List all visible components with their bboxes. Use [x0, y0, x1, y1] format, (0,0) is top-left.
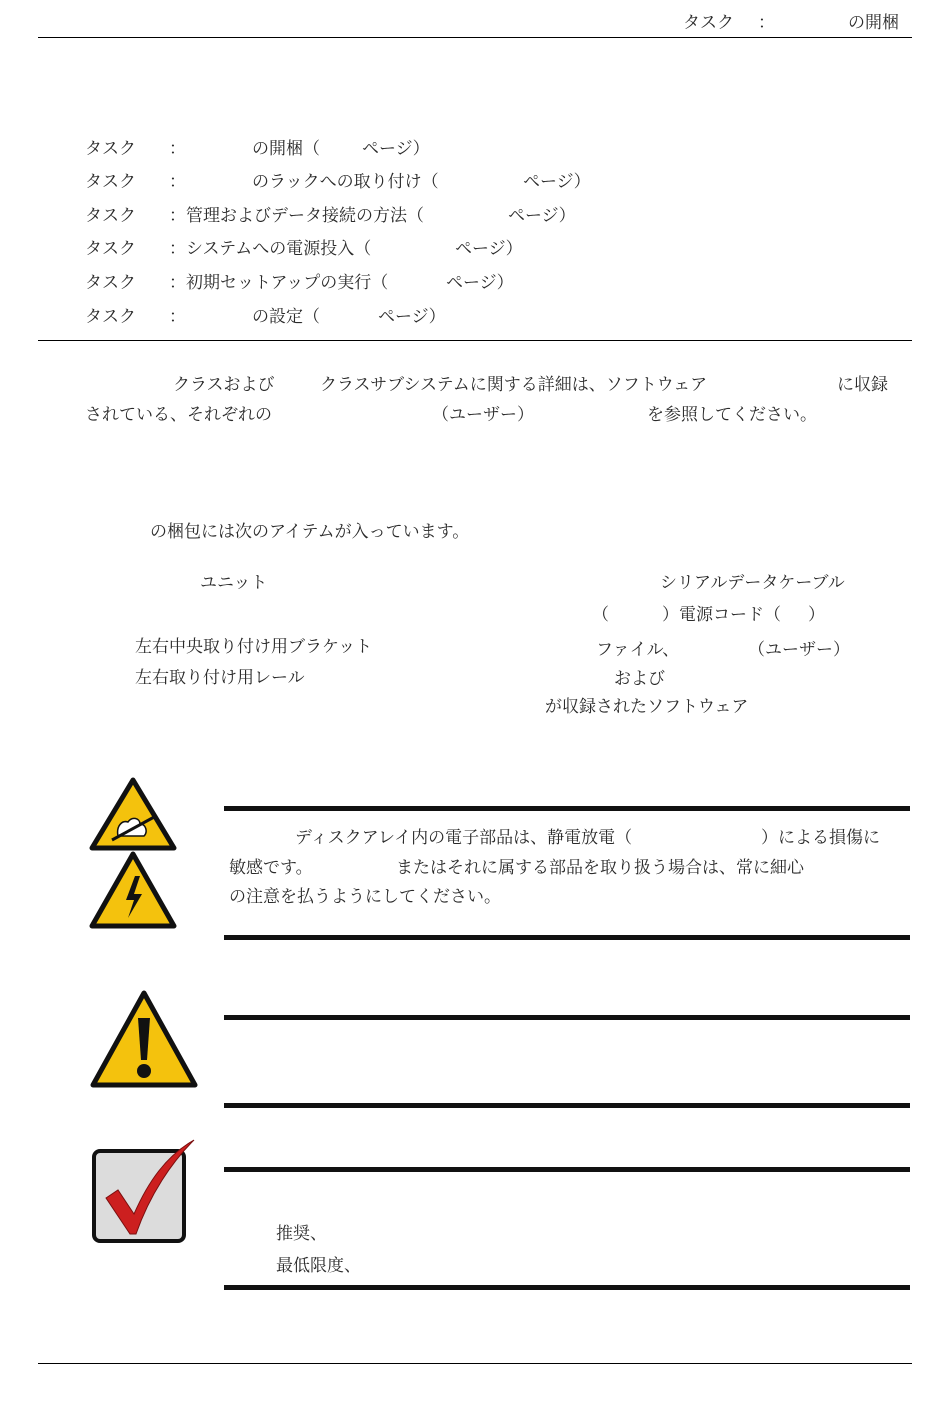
warning-esd-top-rule — [224, 806, 910, 811]
intro-line1-a: クラスおよび — [173, 375, 275, 395]
header-rule — [38, 37, 912, 38]
caution-icon — [88, 988, 200, 1090]
package-item-file-b: （ユーザー） — [748, 640, 850, 660]
toc-task-label: タスク — [85, 273, 136, 293]
warning-esd-line2-b: またはそれに属する部品を取り扱う場合は、常に細心 — [396, 858, 804, 878]
toc-page: ページ） — [446, 273, 514, 293]
toc-page: ページ） — [362, 139, 430, 159]
toc-sep: ： — [169, 307, 186, 327]
warning-esd-line2-a: 敏感です。 — [229, 858, 313, 878]
toc-task-label: タスク — [85, 206, 136, 226]
toc-task-label: タスク — [85, 239, 136, 259]
toc-page: ページ） — [455, 239, 523, 259]
note-top-rule — [224, 1167, 910, 1172]
intro-line1-b: クラスサブシステムに関する詳細は、ソフトウェア — [320, 375, 708, 395]
toc-page: ページ） — [508, 206, 576, 226]
footer-rule — [38, 1363, 912, 1364]
toc-page: ページ） — [523, 172, 591, 192]
package-item-and: および — [614, 669, 665, 689]
header-task: タスク — [683, 13, 734, 33]
toc-task-label: タスク — [85, 172, 136, 192]
toc-sep: ：管理およびデータ接続の方法（ — [169, 206, 424, 226]
package-item-power-a: （ — [592, 605, 609, 625]
toc-task-label: タスク — [85, 307, 136, 327]
package-item-power-c: ） — [808, 605, 825, 625]
toc-sep: ：システムへの電源投入（ — [169, 239, 372, 259]
electric-shock-icon — [88, 850, 178, 930]
package-intro: の梱包には次のアイテムが入っています。 — [150, 522, 470, 542]
warning-esd-line3: の注意を払うようにしてください。 — [229, 887, 501, 907]
package-item-file-a: ファイル、 — [596, 640, 680, 660]
note-bottom-rule — [224, 1285, 910, 1290]
intro-line2-a: されている、それぞれの — [85, 405, 272, 425]
intro-line1-c: に収録 — [837, 375, 888, 395]
toc-sep: ： — [169, 139, 186, 159]
toc-sep: ： — [169, 172, 186, 192]
warning-esd-line1-b: ）による損傷に — [761, 828, 880, 848]
note-recommended: 推奨、 — [276, 1224, 327, 1244]
warning-esd-bottom-rule — [224, 935, 910, 940]
caution-top-rule — [224, 1015, 910, 1020]
toc-sep: ：初期セットアップの実行（ — [169, 273, 389, 293]
toc-text: の開梱（ — [252, 139, 320, 159]
package-item-unit: ユニット — [200, 573, 268, 593]
warning-esd-line1-a: ディスクアレイ内の電子部品は、静電放電（ — [295, 828, 633, 848]
package-item-software: が収録されたソフトウェア — [545, 697, 749, 717]
toc-rule — [38, 340, 912, 341]
package-item-serial-cable: シリアルデータケーブル — [660, 573, 845, 593]
caution-bottom-rule — [224, 1103, 910, 1108]
toc-text: の設定（ — [252, 307, 320, 327]
esd-warning-icon — [88, 776, 178, 852]
toc-task-label: タスク — [85, 139, 136, 159]
intro-line2-b: （ユーザー） — [432, 405, 534, 425]
package-item-rail: 左右取り付け用レール — [135, 668, 305, 688]
note-minimum: 最低限度、 — [276, 1256, 361, 1276]
package-item-bracket: 左右中央取り付け用ブラケット — [135, 637, 373, 657]
package-item-power-b: ）電源コード（ — [662, 605, 781, 625]
intro-line2-c: を参照してください。 — [647, 405, 817, 425]
toc-page: ページ） — [378, 307, 446, 327]
toc-text: のラックへの取り付け（ — [252, 172, 439, 192]
header-title: の開梱 — [848, 13, 899, 33]
checkmark-note-icon — [88, 1138, 198, 1248]
header-colon: ： — [758, 13, 775, 33]
